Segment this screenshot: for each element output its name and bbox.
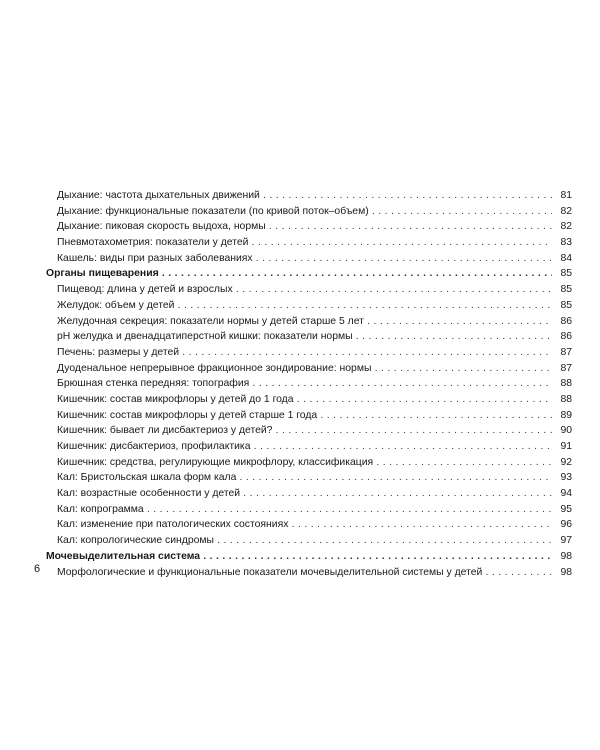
toc-entry-page: 85	[552, 266, 572, 282]
toc-entry	[0, 423, 600, 439]
toc-entry-page: 84	[552, 251, 572, 267]
toc-entry-title: Кишечник: состав микрофлоры у детей до 1 года . . .	[57, 392, 566, 408]
toc-entry-title: Дыхание: функциональные показатели (по кривой поток–объем) . . .	[57, 204, 566, 220]
toc-entry-page: 85	[552, 298, 572, 314]
toc-entry-title: Кашель: виды при разных заболеваниях . . .	[57, 251, 566, 267]
toc-entry-title: Кишечник: дисбактериоз, профилактика . . .	[57, 439, 566, 455]
toc-entry-title: Кишечник: состав микрофлоры у детей старше 1 года . . .	[57, 408, 566, 424]
toc-entry-title: Кишечник: бывает ли дисбактериоз у детей? . . .	[57, 423, 566, 439]
toc-entry	[0, 314, 600, 330]
toc-entry-title: Морфологические и функциональные показатели мочевыделительной системы у детей . . .	[57, 565, 566, 581]
toc-entry-page: 88	[552, 376, 572, 392]
toc-entry	[0, 361, 600, 377]
toc-entry-title: Кал: изменение при патологических состояниях . . .	[57, 517, 566, 533]
toc-entry-page: 94	[552, 486, 572, 502]
toc-entry-page: 86	[552, 314, 572, 330]
toc-entry-title: Кишечник: средства, регулирующие микрофлору, классификация . . .	[57, 455, 566, 471]
toc-entry	[0, 392, 600, 408]
toc-entry-title: Желудок: объем у детей . . .	[57, 298, 566, 314]
toc-section-title: Мочевыделительная система . . .	[46, 549, 566, 565]
toc-entry	[0, 439, 600, 455]
toc-entry-title: Брюшная стенка передняя: топография . . .	[57, 376, 566, 392]
toc-section-heading	[0, 266, 600, 282]
toc-entry	[0, 282, 600, 298]
toc-entry-title: Кал: копрограмма . . .	[57, 502, 566, 518]
toc-entry	[0, 486, 600, 502]
toc-entry-title: pH желудка и двенадцатиперстной кишки: показатели нормы . . .	[57, 329, 566, 345]
toc-entry	[0, 251, 600, 267]
toc-entry	[0, 470, 600, 486]
toc-entry-title: Дуоденальное непрерывное фракционное зондирование: нормы . . .	[57, 361, 566, 377]
toc-entry-page: 89	[552, 408, 572, 424]
toc-entry-page: 85	[552, 282, 572, 298]
toc-entry-page: 95	[552, 502, 572, 518]
toc-entry-page: 97	[552, 533, 572, 549]
toc-entry-page: 81	[552, 188, 572, 204]
toc-entry-title: Пневмотахометрия: показатели у детей . . .	[57, 235, 566, 251]
table-of-contents	[0, 188, 600, 580]
toc-entry	[0, 517, 600, 533]
toc-entry-title: Кал: копрологические синдромы . . .	[57, 533, 566, 549]
toc-entry-page: 92	[552, 455, 572, 471]
toc-entry-page: 93	[552, 470, 572, 486]
toc-entry	[0, 298, 600, 314]
toc-entry	[0, 345, 600, 361]
toc-entry-page: 90	[552, 423, 572, 439]
toc-entry-page: 87	[552, 345, 572, 361]
toc-entry-title: Дыхание: пиковая скорость выдоха, нормы . . .	[57, 219, 566, 235]
toc-entry-title: Печень: размеры у детей . . .	[57, 345, 566, 361]
toc-entry	[0, 376, 600, 392]
toc-entry-page: 98	[552, 565, 572, 581]
toc-entry-title: Кал: возрастные особенности у детей . . .	[57, 486, 566, 502]
toc-entry	[0, 219, 600, 235]
toc-entry	[0, 408, 600, 424]
toc-entry-page: 91	[552, 439, 572, 455]
toc-entry-page: 82	[552, 204, 572, 220]
toc-entry-page: 98	[552, 549, 572, 565]
toc-entry-page: 86	[552, 329, 572, 345]
toc-entry-page: 83	[552, 235, 572, 251]
toc-entry-title: Желудочная секреция: показатели нормы у детей старше 5 лет . . .	[57, 314, 566, 330]
toc-entry-page: 96	[552, 517, 572, 533]
toc-entry-page: 87	[552, 361, 572, 377]
toc-entry-page: 88	[552, 392, 572, 408]
toc-entry-page: 82	[552, 219, 572, 235]
toc-entry	[0, 329, 600, 345]
toc-entry	[0, 502, 600, 518]
toc-entry	[0, 204, 600, 220]
toc-entry-title: Дыхание: частота дыхательных движений . . .	[57, 188, 566, 204]
toc-entry	[0, 533, 600, 549]
toc-entry-title: Кал: Бристольская шкала форм кала . . .	[57, 470, 566, 486]
toc-section-heading	[0, 549, 600, 565]
toc-entry	[0, 455, 600, 471]
page-number: 6	[34, 563, 41, 575]
toc-entry-title: Пищевод: длина у детей и взрослых . . .	[57, 282, 566, 298]
toc-entry	[0, 565, 600, 581]
toc-section-title: Органы пищеварения . . .	[46, 266, 566, 282]
toc-entry	[0, 235, 600, 251]
toc-entry	[0, 188, 600, 204]
